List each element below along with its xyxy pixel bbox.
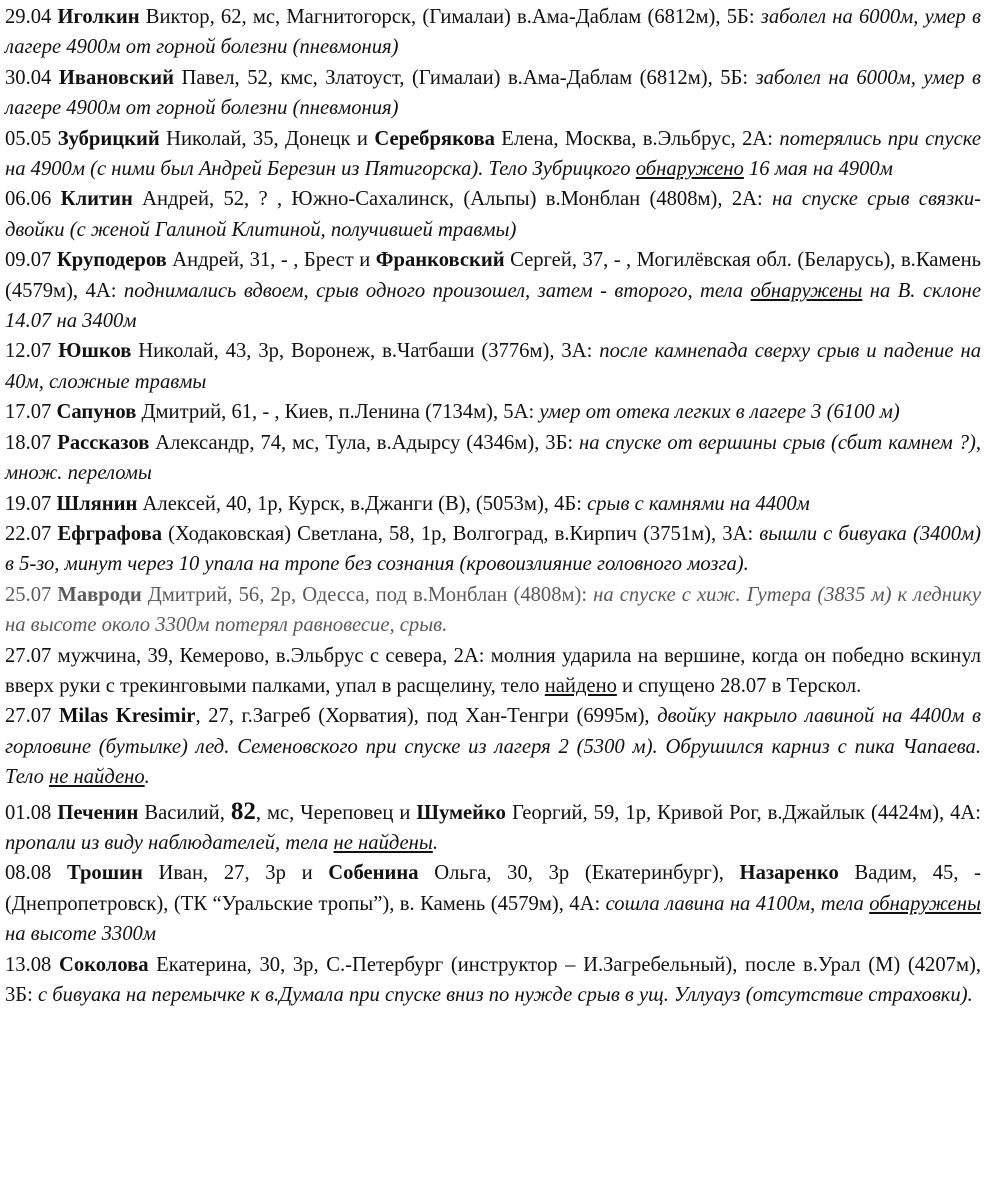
entry bbox=[5, 336, 981, 397]
entry-date: 05.05 bbox=[5, 127, 58, 150]
entry-date: 09.07 bbox=[5, 249, 57, 272]
entry-text: , мс, Череповец и bbox=[255, 801, 417, 824]
entry bbox=[5, 245, 981, 336]
entry-text: Павел, 52, кмс, Златоуст, (Гималаи) в.Ама-Даблам (6812м), 5Б: bbox=[174, 66, 756, 89]
accident-description: срыв с камнями на 4400м bbox=[587, 492, 810, 515]
accident-description: заболел на 6000м, умер в лагере 4900м от горной болезни (пневмония) bbox=[5, 66, 981, 120]
entry bbox=[5, 428, 981, 489]
accident-list bbox=[5, 2, 981, 1010]
entry-date: 19.07 bbox=[5, 492, 57, 515]
person-name: Иголкин bbox=[57, 6, 140, 28]
entry-date: 08.08 bbox=[5, 862, 68, 885]
entry-text: (Ходаковская) Светлана, 58, 1р, Волгоград, в.Кирпич (3751м), 3А: bbox=[162, 522, 760, 545]
entry-text: Ольга, 30, 3р (Екатеринбург), bbox=[418, 862, 740, 885]
entry-text: Сергей, 37, - , Могилёвская обл. (Беларусь), в.Камень (4579м), 4А: bbox=[5, 249, 982, 302]
entry bbox=[5, 797, 981, 859]
entry-text: Алексей, 40, 1р, Курск, в.Джанги (В), (5053м), 4Б: bbox=[137, 492, 588, 515]
person-name: Мавроди bbox=[57, 583, 142, 606]
underlined-text: не найдено bbox=[49, 766, 145, 789]
entry bbox=[5, 701, 981, 792]
underlined-text: обнаружены bbox=[750, 279, 863, 302]
entry-date: 12.07 bbox=[5, 340, 59, 363]
person-name: Собенина bbox=[328, 862, 419, 885]
accident-description: на спуске с хиж. Гутера (3835 м) к леднику на высоте около 3300м потерял равновесие, срыв. bbox=[5, 583, 981, 637]
entry-date: 25.07 bbox=[5, 583, 58, 606]
entry-date: 01.08 bbox=[5, 801, 58, 824]
entry-text: Александр, 74, мс, Тула, в.Адырсу (4346м), 3Б: bbox=[149, 431, 580, 454]
entry-text: Василий, bbox=[138, 801, 231, 824]
accident-description: умер от отека легких в лагере 3 (6100 м) bbox=[539, 401, 900, 424]
entry bbox=[5, 2, 981, 63]
person-name: Шумейко bbox=[416, 801, 506, 824]
accident-description: вышли с бивуака (3400м) в 5-зо, минут через 10 упала на тропе без сознания (кровоизлияние головного мозга). bbox=[5, 522, 982, 576]
accident-description: сошла лавина на 4100м, тела bbox=[605, 892, 870, 915]
accident-description: поднимались вдвоем, срыв одного произошел, затем - второго, тела bbox=[123, 279, 751, 302]
person-name: Франковский bbox=[375, 249, 505, 272]
accident-description: . bbox=[432, 831, 438, 854]
person-name: Серебрякова bbox=[374, 127, 495, 150]
entry-text: Виктор, 62, мс, Магнитогорск, (Гималаи) в.Ама-Даблам (6812м), 5Б: bbox=[139, 6, 761, 28]
person-name: Шлянин bbox=[56, 492, 138, 515]
accident-description: на спуске от вершины срыв (сбит камнем ?), множ. переломы bbox=[5, 431, 982, 485]
entry-date: 29.04 bbox=[5, 6, 58, 28]
entry bbox=[5, 489, 981, 519]
entry bbox=[5, 519, 981, 580]
entry-text: Николай, 43, 3р, Воронеж, в.Чатбаши (3776м), 3А: bbox=[131, 340, 600, 363]
entry-text: и спущено 28.07 в Терскол. bbox=[616, 674, 862, 697]
age-highlight: 82 bbox=[230, 797, 256, 825]
accident-description: пропали из виду наблюдателей, тела bbox=[5, 831, 334, 854]
underlined-text: обнаружено bbox=[635, 158, 744, 181]
entry bbox=[5, 124, 981, 185]
accident-description: с бивуака на перемычке к в.Думала при спуске вниз по нужде срыв в ущ. Уллуауз (отсутствие страховки). bbox=[38, 984, 973, 1006]
entry-date: 30.04 bbox=[5, 66, 59, 89]
entry bbox=[5, 858, 981, 949]
accident-description: . bbox=[144, 766, 150, 789]
person-name: Сапунов bbox=[56, 401, 137, 424]
accident-description: 16 мая на 4900м bbox=[743, 158, 893, 181]
entry-date: 22.07 bbox=[5, 522, 58, 545]
person-name: Ефграфова bbox=[57, 522, 163, 545]
accident-description: после камнепада сверху срыв и падение на 40м, сложные травмы bbox=[5, 340, 982, 393]
person-name: Рассказов bbox=[57, 431, 150, 454]
entry bbox=[5, 397, 981, 427]
underlined-text: обнаружены bbox=[869, 892, 981, 915]
entry-text: Елена, Москва, в.Эльбрус, 2А: bbox=[494, 127, 780, 150]
entry-text: Дмитрий, 56, 2р, Одесса, под в.Монблан (4808м): bbox=[141, 583, 594, 606]
person-name: Круподеров bbox=[56, 249, 167, 272]
entry bbox=[5, 580, 981, 641]
entry-text: Вадим, 45, - (Днепропетровск), (ТК “Уральские тропы”), в. Камень (4579м), 4А: bbox=[5, 862, 982, 915]
entry-text: Андрей, 31, - , Брест и bbox=[166, 249, 376, 272]
person-name: Milas Kresimir bbox=[58, 705, 196, 728]
person-name: Ивановский bbox=[58, 66, 175, 89]
entry-text: Георгий, 59, 1р, Кривой Рог, в.Джайлык (4424м), 4А: bbox=[505, 801, 981, 824]
entry-date: 06.06 bbox=[5, 188, 61, 211]
person-name: Зубрицкий bbox=[57, 127, 160, 150]
entry-date: 27.07 мужчина, 39, Кемерово, в.Эльбрус с севера, 2А: молния ударила на вершине, когда он победно вскинул вверх руки с трекинговыми палками, упал в расщелину, тело bbox=[5, 644, 981, 697]
entry-date: 27.07 bbox=[5, 705, 59, 728]
accident-description: на высоте 3300м bbox=[5, 923, 156, 946]
entry-text: Андрей, 52, ? , Южно-Сахалинск, (Альпы) в.Монблан (4808м), 2А: bbox=[132, 188, 773, 211]
accident-description: потерялись при спуске на 4900м (с ними был Андрей Березин из Пятигорска). Тело Зубрицкого bbox=[5, 127, 981, 181]
accident-description: на В. склоне 14.07 на 3400м bbox=[5, 279, 981, 333]
person-name: Печенин bbox=[57, 801, 139, 824]
entry-text: Дмитрий, 61, - , Киев, п.Ленина (7134м), 5А: bbox=[136, 401, 540, 424]
entry-text: , 27, г.Загреб (Хорватия), под Хан-Тенгри (6995м), bbox=[195, 705, 658, 728]
accident-description: заболел на 6000м, умер в лагере 4900м от горной болезни (пневмония) bbox=[5, 6, 981, 59]
accident-description: двойку накрыло лавиной на 4400м в горловине (бутылке) лед. Семеновского при спуске из лагеря 2 (5300 м). Обрушился карниз с пика Чапаева. Тело bbox=[5, 705, 981, 789]
entry-date: 18.07 bbox=[5, 431, 58, 454]
entry-text: Иван, 27, 3р и bbox=[142, 862, 329, 885]
entry-text: Николай, 35, Донецк и bbox=[159, 127, 375, 150]
entry bbox=[5, 641, 981, 702]
person-name: Назаренко bbox=[739, 862, 839, 885]
person-name: Юшков bbox=[58, 340, 132, 363]
entry-date: 13.08 bbox=[5, 953, 59, 976]
entry bbox=[5, 184, 981, 245]
entry-date: 17.07 bbox=[5, 401, 57, 424]
underlined-text: не найдены bbox=[333, 831, 433, 854]
entry-text: Екатерина, 30, 3р, С.-Петербург (инструктор – И.Загребельный), после в.Урал (М) (4207м), 3Б: bbox=[5, 953, 981, 1006]
underlined-text: найдено bbox=[544, 674, 617, 697]
entry bbox=[5, 63, 981, 124]
accident-description: на спуске срыв связки-двойки (с женой Галиной Клитиной, получившей травмы) bbox=[5, 188, 982, 241]
person-name: Соколова bbox=[58, 953, 149, 976]
person-name: Клитин bbox=[60, 188, 133, 211]
person-name: Трошин bbox=[67, 862, 143, 885]
entry bbox=[5, 950, 981, 1011]
